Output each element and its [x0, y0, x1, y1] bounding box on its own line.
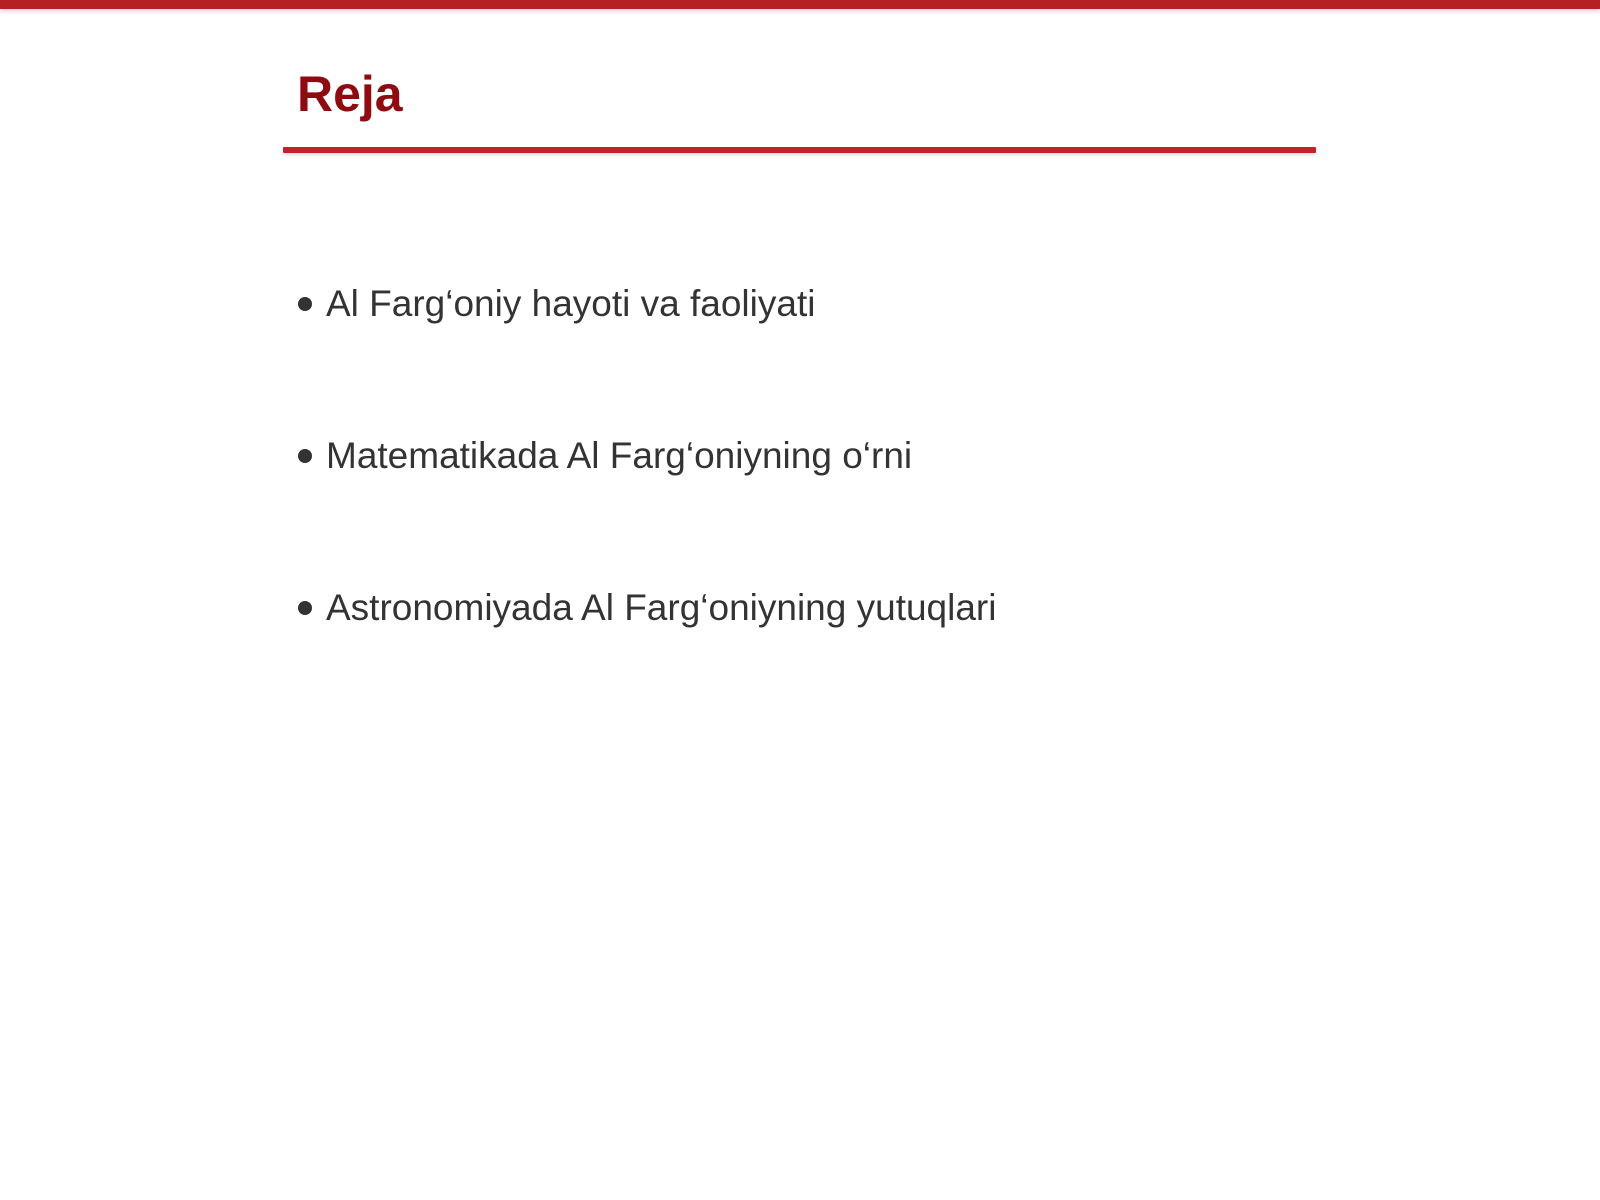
bullet-text: Astronomiyada Al Farg‘oniyning yutuqlari — [326, 587, 997, 628]
bullet-item — [298, 430, 996, 482]
bullet-item — [298, 278, 996, 330]
bullet-list — [298, 278, 996, 734]
bullet-text: Matematikada Al Farg‘oniyning o‘rni — [326, 435, 913, 476]
title-underline — [283, 147, 1316, 153]
bullet-item — [298, 582, 996, 634]
bullet-dot-icon — [298, 449, 312, 463]
bullet-dot-icon — [298, 601, 312, 615]
top-accent-bar — [0, 0, 1600, 9]
slide-title: Reja — [297, 66, 403, 122]
bullet-text: Al Farg‘oniy hayoti va faoliyati — [326, 283, 816, 324]
bullet-dot-icon — [298, 297, 312, 311]
